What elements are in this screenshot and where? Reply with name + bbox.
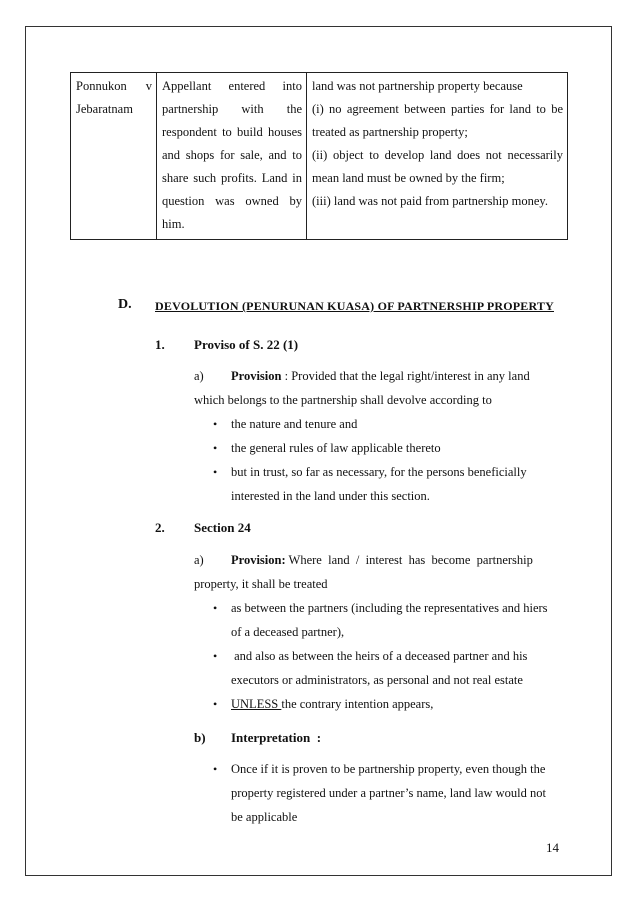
item-number: 1. bbox=[155, 337, 165, 352]
bullet-icon: • bbox=[213, 441, 218, 455]
bullet-icon: • bbox=[213, 762, 218, 776]
held-line: (i) no agreement between parties for land to be bbox=[312, 102, 563, 116]
provision-text-cont: property, it shall be treated bbox=[194, 577, 328, 591]
list-item: Once if it is proven to be partnership property, even though the bbox=[231, 762, 546, 776]
interpretation-title: Interpretation : bbox=[231, 730, 322, 745]
provision-text: Where land / interest has become partnership bbox=[285, 553, 533, 567]
bullet-icon: • bbox=[213, 465, 218, 479]
provision-line bbox=[231, 553, 533, 568]
section-title: DEVOLUTION (PENURUNAN KUASA) OF PARTNERSHIP PROPERTY bbox=[155, 299, 554, 313]
held-line: mean land must be owned by the firm; bbox=[312, 171, 505, 185]
case-name-line: Jebaratnam bbox=[76, 102, 133, 116]
sub-label: b) bbox=[194, 730, 206, 745]
provision-line bbox=[231, 369, 562, 384]
list-item: and also as between the heirs of a deceased partner and his bbox=[231, 649, 528, 663]
page-number: 14 bbox=[546, 840, 559, 855]
case-name-cell bbox=[71, 73, 157, 240]
list-item-cont: of a deceased partner), bbox=[231, 625, 345, 639]
bullet-icon: • bbox=[213, 649, 218, 663]
facts-line: share such profits. Land in bbox=[162, 171, 302, 185]
list-item: the nature and tenure and bbox=[231, 417, 358, 431]
unless-text: UNLESS bbox=[231, 697, 282, 711]
list-item: but in trust, so far as necessary, for the persons beneficially bbox=[231, 465, 527, 479]
facts-line: him. bbox=[162, 217, 185, 231]
facts-line: Appellant entered into bbox=[162, 79, 302, 93]
sub-label: a) bbox=[194, 553, 204, 567]
list-item-cont: interested in the land under this section. bbox=[231, 489, 430, 503]
facts-line: partnership with the bbox=[162, 102, 302, 116]
section-letter: D. bbox=[118, 297, 132, 312]
held-line: (iii) land was not paid from partnership money. bbox=[312, 194, 548, 208]
facts-cell bbox=[157, 73, 307, 240]
list-item-cont: executors or administrators, as personal and not real estate bbox=[231, 673, 523, 687]
provision-label: Provision: bbox=[231, 553, 286, 567]
item-number: 2. bbox=[155, 520, 165, 535]
item-title: Proviso of S. 22 (1) bbox=[194, 337, 299, 352]
facts-line: and shops for sale, and to bbox=[162, 148, 302, 162]
list-item-cont: property registered under a partner’s name, land law would not bbox=[231, 786, 546, 800]
held-line: land was not partnership property because bbox=[312, 79, 523, 93]
provision-text-cont: which belongs to the partnership shall devolve according to bbox=[194, 393, 492, 407]
list-item: as between the partners (including the representatives and hiers bbox=[231, 601, 548, 615]
list-item-text: the contrary intention appears, bbox=[281, 697, 434, 711]
sub-label: a) bbox=[194, 369, 204, 383]
bullet-icon: • bbox=[213, 601, 218, 615]
list-item-cont: be applicable bbox=[231, 810, 298, 824]
case-table bbox=[70, 72, 568, 240]
table-row bbox=[71, 73, 568, 240]
facts-line: respondent to build houses bbox=[162, 125, 302, 139]
provision-text: : Provided that the legal right/interest in any land bbox=[281, 369, 530, 383]
list-item: the general rules of law applicable thereto bbox=[231, 441, 441, 455]
held-line: treated as partnership property; bbox=[312, 125, 468, 139]
bullet-icon: • bbox=[213, 697, 218, 711]
held-line: (ii) object to develop land does not necessarily bbox=[312, 148, 563, 162]
provision-label: Provision bbox=[231, 369, 282, 383]
held-cell bbox=[307, 73, 568, 240]
facts-line: question was owned by bbox=[162, 194, 302, 208]
bullet-icon: • bbox=[213, 417, 218, 431]
list-item bbox=[231, 697, 433, 712]
case-name-line: Ponnukon v bbox=[76, 79, 152, 93]
item-title: Section 24 bbox=[194, 520, 251, 535]
